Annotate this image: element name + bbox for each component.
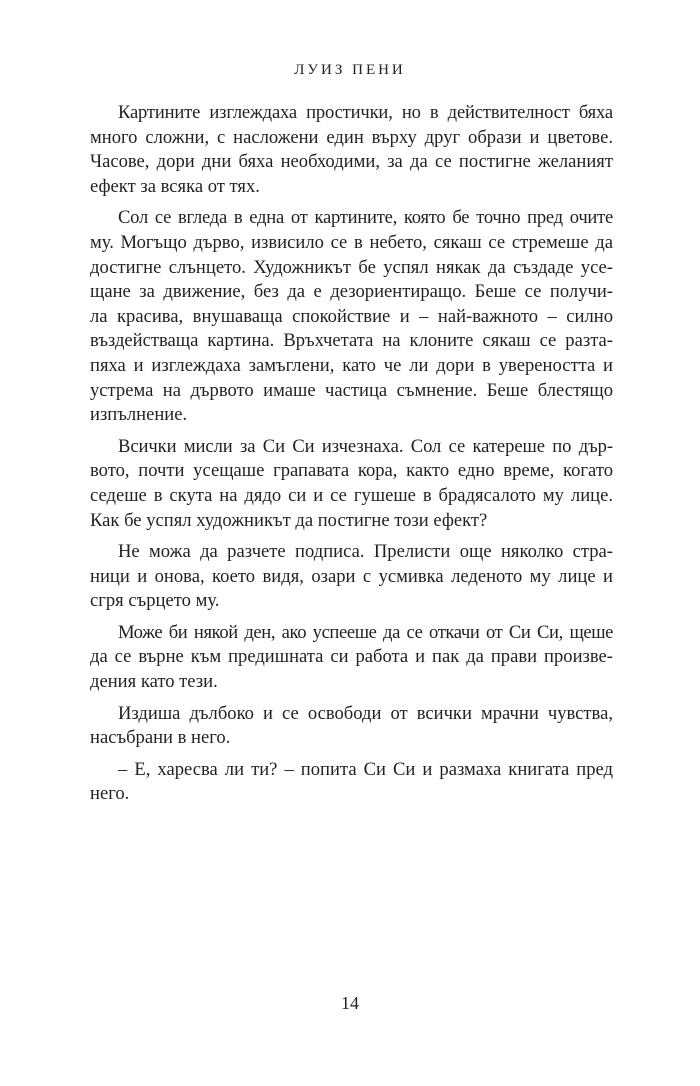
text-line: Картините изглеждаха простички, но в действителност бяха bbox=[118, 102, 613, 123]
text-line: седеше в скута на дядо си и се гушеше в брадясалото му лице. bbox=[90, 484, 613, 506]
text-line: Часове, дори дни бяха необходими, за да се постигне желаният bbox=[90, 151, 613, 173]
paragraph bbox=[90, 206, 613, 427]
text-line: щане за движение, без да е дезориентиращо. Беше се получи- bbox=[90, 281, 613, 303]
text-line: сгря сърцето му. bbox=[90, 590, 220, 612]
paragraph bbox=[90, 435, 613, 533]
text-line: ефект за всяка от тях. bbox=[90, 175, 260, 197]
text-line: изпълнение. bbox=[90, 404, 188, 426]
text-line: – Е, харесва ли ти? – попита Си Си и размаха книгата пред bbox=[118, 758, 613, 780]
text-line: Не можа да разчете подписа. Прелисти още няколко стра- bbox=[118, 541, 613, 563]
text-line: Сол се вгледа в една от картините, която бе точно пред очите bbox=[118, 207, 613, 229]
body-text bbox=[90, 101, 613, 814]
text-line: вото, почти усещаше грапавата кора, както едно време, когато bbox=[90, 460, 613, 482]
text-line: дения като тези. bbox=[90, 671, 218, 693]
text-line: насъбрани в него. bbox=[90, 727, 231, 749]
paragraph bbox=[90, 621, 613, 695]
text-line: Как бе успял художникът да постигне този ефект? bbox=[90, 509, 488, 531]
paragraph bbox=[90, 702, 613, 751]
text-line: Може би някой ден, ако успееше да се откачи от Си Си, щеше bbox=[118, 621, 613, 643]
text-line: Всички мисли за Си Си изчезнаха. Сол се катереше по дър- bbox=[118, 435, 613, 457]
paragraph bbox=[90, 758, 613, 807]
text-line: Издиша дълбоко и се освободи от всички мрачни чувства, bbox=[118, 702, 613, 724]
text-line: ла красива, внушаваща спокойствие и – най-важното – силно bbox=[90, 305, 613, 327]
text-line: него. bbox=[90, 783, 130, 805]
text-line: достигне слънцето. Художникът бе успял някак да създаде усе- bbox=[90, 256, 613, 278]
paragraph bbox=[90, 101, 613, 199]
text-line: да се върне към предишната си работа и пак да прави произве- bbox=[90, 646, 613, 668]
paragraph bbox=[90, 540, 613, 614]
text-line: въздействаща картина. Връхчетата на клоните сякаш се разта- bbox=[90, 330, 613, 352]
running-head-author: ЛУИЗ ПЕНИ bbox=[294, 62, 406, 78]
text-line: ници и онова, което видя, озари с усмивка леденото му лице и bbox=[90, 565, 613, 587]
text-line: му. Могъщо дърво, извисило се в небето, сякаш се стремеше да bbox=[90, 231, 613, 253]
text-line: пяха и изглеждаха замъглени, като че ли дори в увереността и bbox=[90, 354, 613, 376]
page-number: 14 bbox=[341, 993, 359, 1013]
text-line: устрема на дървото имаше частица съмнение. Беше блестящо bbox=[90, 379, 613, 401]
text-line: много сложни, с насложени един върху друг образи и цветове. bbox=[90, 126, 613, 148]
